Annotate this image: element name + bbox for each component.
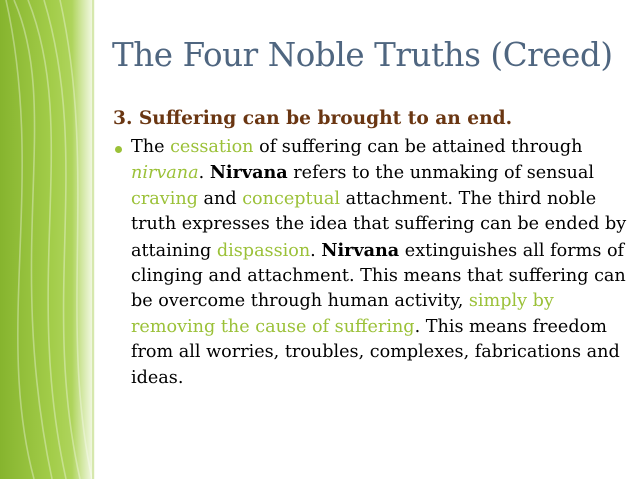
truth-heading: 3. Suffering can be brought to an end. [113, 108, 513, 129]
slide-title: The Four Noble Truths (Creed) [112, 36, 613, 74]
text-run: attachment. The third noble truth expresses the idea that suffering can be ended by attaining [131, 188, 627, 261]
bullet-list [113, 135, 628, 391]
text-run: extinguishes all forms of clinging and attachment. This means that suffering can be overcome through human activity, [131, 240, 626, 312]
text-run: . This means freedom from all worries, troubles, complexes, fabrications and ideas. [131, 316, 620, 388]
text-run: refers to the unmaking of sensual [287, 163, 594, 184]
highlight-conceptual: conceptual [242, 188, 341, 209]
highlight-nirvana-italic: nirvana [131, 163, 199, 184]
bullet-item [113, 135, 628, 391]
text-run: of suffering can be attained through [253, 137, 583, 157]
highlight-cessation: cessation [170, 137, 254, 157]
bullet-paragraph [131, 135, 628, 391]
bullet-icon [115, 146, 122, 153]
highlight-remove-cause: simply by removing the cause of suffering [131, 291, 554, 337]
bold-nirvana: Nirvana [209, 162, 288, 184]
bold-nirvana: Nirvana [321, 239, 400, 261]
text-run: . [310, 240, 322, 261]
text-run: . [198, 163, 210, 184]
highlight-craving: craving [131, 188, 198, 209]
text-run: and [197, 188, 243, 209]
highlight-dispassion: dispassion [216, 240, 311, 261]
decorative-sidebar [0, 0, 95, 479]
text-run: The [131, 137, 171, 157]
